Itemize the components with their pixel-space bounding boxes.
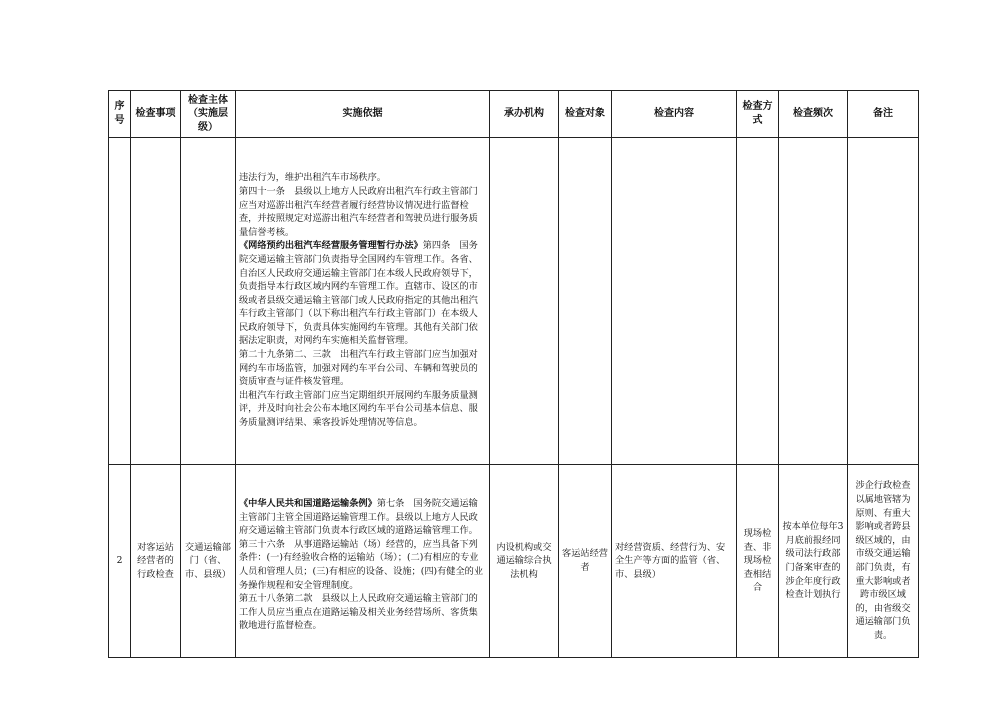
cell-subject [181,138,236,465]
basis-paragraph [239,185,486,239]
cell-content: 对经营资质、经营行为、安全生产等方面的监管（省、市、县级） [612,465,737,658]
cell-method: 现场检查、非现场检查相结合 [737,465,779,658]
cell-method [737,138,779,465]
cell-content [612,138,737,465]
basis-paragraph [239,592,486,633]
cell-frequency [779,138,848,465]
cell-target [559,138,612,465]
header-basis: 实施依据 [236,91,490,138]
basis-text: 第三十六条 从事道路运输站（场）经营的，应当具备下列条件：(一)有经验收合格的运输站（场）；(二)有相应的专业人员和管理人员；(三)有相应的设备、设施；(四)有健全的业务操作规程和安全管理制度。 [239,538,484,591]
basis-paragraph [239,497,486,538]
basis-paragraph [239,171,486,185]
cell-org: 内设机构或交通运输综合执法机构 [490,465,559,658]
header-org: 承办机构 [490,91,559,138]
regulation-title: 《中华人民共和国道路运输条例》 [239,498,377,510]
header-subject: 检查主体（实施层级） [181,91,236,138]
header-item: 检查事项 [131,91,181,138]
basis-text: 第二十九条第二、三款 出租汽车行政主管部门应当加强对网约车市场监管，加强对网约车平台公司、车辆和驾驶员的资质审查与证件核发管理。 [239,349,478,388]
basis-paragraph [239,239,486,348]
table-row-continuation [109,138,919,465]
basis-text: 出租汽车行政主管部门应当定期组织开展网约车服务质量测评，并及时向社会公布本地区网约车平台公司基本信息、服务质量测评结果、乘客投诉处理情况等信息。 [239,389,478,429]
basis-text: 第五十八条第二款 县级以上人民政府交通运输主管部门的工作人员应当重点在道路运输及相关业务经营场所、客货集散地进行监督检查。 [239,593,478,632]
cell-subject: 交通运输部门（省、市、县级） [181,465,236,658]
basis-paragraph [239,538,486,592]
cell-seq [109,138,131,465]
header-target: 检查对象 [559,91,612,138]
header-seq: 序号 [109,91,131,138]
cell-target: 客运站经营者 [559,465,612,658]
basis-text: 第四十一条 县级以上地方人民政府出租汽车行政主管部门应当对巡游出租汽车经营者履行经营协议情况进行监督检查，并按照规定对巡游出租汽车经营者和驾驶员进行服务质量信誉考核。 [239,185,478,238]
basis-paragraph [239,389,486,430]
basis-text: 第四条 国务院交通运输主管部门负责指导全国网约车管理工作。各省、自治区人民政府交通运输主管部门在本级人民政府领导下，负责指导本行政区域内网约车管理工作。直辖市、设区的市级或者县级交通运输主管部门或人民政府指定的其他出租汽车行政主管部门（以下称出租汽车行政主管部门）在本级人民政府领导下，负责具体实施网约车管理。其他有关部门依据法定职责，对网约车实施相关监督管理。 [239,240,478,347]
cell-seq: 2 [109,465,131,658]
inspection-table [108,90,919,658]
regulation-title: 《网络预约出租汽车经营服务管理暂行办法》 [239,240,423,252]
cell-item: 对客运站经营者的行政检查 [131,465,181,658]
header-row [109,91,919,138]
header-frequency: 检查频次 [779,91,848,138]
cell-item [131,138,181,465]
cell-basis [236,138,490,465]
basis-text: 违法行为，维护出租汽车市场秩序。 [239,172,386,184]
table-row [109,465,919,658]
cell-frequency: 按本单位每年3月底前报经同级司法行政部门备案审查的涉企年度行政检查计划执行 [779,465,848,658]
cell-org [490,138,559,465]
basis-text: 第七条 国务院交通运输主管部门主管全国道路运输管理工作。县级以上地方人民政府交通运输主管部门负责本行政区域的道路运输管理工作。 [239,498,478,537]
header-content: 检查内容 [612,91,737,138]
cell-basis [236,465,490,658]
header-method: 检查方式 [737,91,779,138]
header-note: 备注 [848,91,919,138]
basis-paragraph [239,348,486,389]
cell-note [848,138,919,465]
cell-note: 涉企行政检查以属地管辖为原则、有重大影响或者跨县级区域的，由市级交通运输部门负责，有重大影响或者跨市级区域的，由省级交通运输部门负责。 [848,465,919,658]
